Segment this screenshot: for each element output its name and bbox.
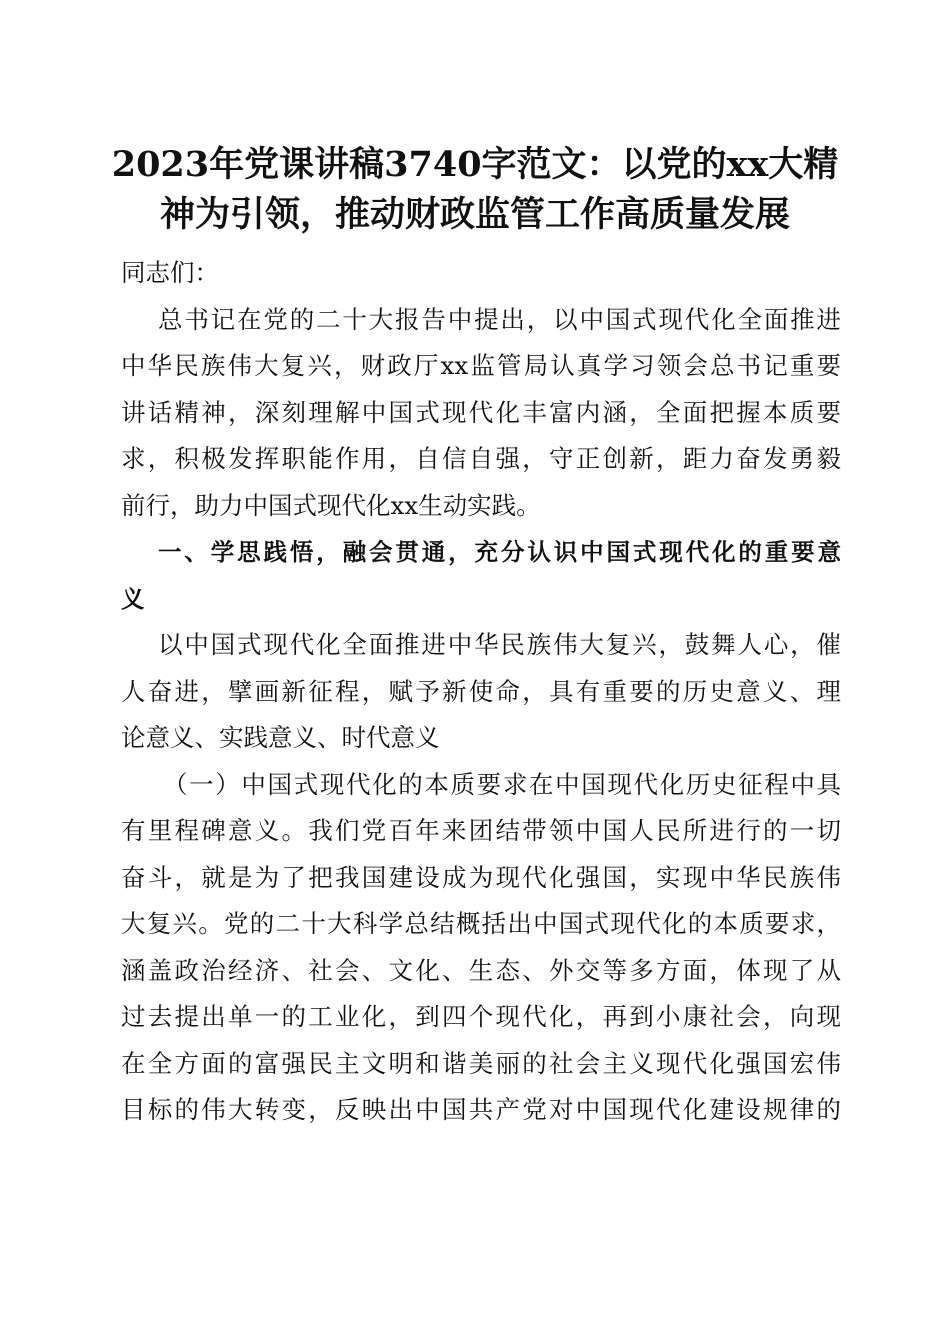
paragraph-line: 大复兴。党的二十大科学总结概括出中国式现代化的本质要求， <box>121 909 841 938</box>
paragraph-line: （一）中国式现代化的本质要求在中国现代化历史征程中具 <box>163 769 841 799</box>
subsection-heading-tail: 有里程碑意义。 <box>121 816 309 845</box>
paragraph-line: 以中国式现代化全面推进中华民族伟大复兴，鼓舞人心，催 <box>158 630 841 659</box>
title-line: 神为引领，推动财政监管工作高质量发展 <box>159 194 790 235</box>
paragraph-line: 在全方面的富强民主文明和谐美丽的社会主义现代化强国宏伟 <box>121 1048 841 1078</box>
paragraph-line: 过去提出单一的工业化，到四个现代化，再到小康社会，向现 <box>121 1002 841 1031</box>
title-line: 2023年党课讲稿3740字范文：以党的xx大精 <box>111 144 839 185</box>
document-title <box>100 140 850 240</box>
heading-line: 一、学思践悟，融会贯通，充分认识中国式现代化的重要意 <box>158 538 841 566</box>
paragraph-line: 总书记在党的二十大报告中提出，以中国式现代化全面推进 <box>158 304 841 334</box>
salutation: 同志们： <box>121 258 219 287</box>
paragraph-line <box>121 808 841 855</box>
paragraph-line: 涵盖政治经济、社会、文化、生态、外交等多方面，体现了从 <box>121 955 841 985</box>
section-heading-1 <box>121 529 841 622</box>
paragraph-line: 目标的伟大转变，反映出中国共产党对中国现代化建设规律的 <box>121 1095 841 1124</box>
intro-paragraph <box>121 297 841 530</box>
paragraph-line: 求，积极发挥职能作用，自信自强，守正创新，距力奋发勇毅 <box>121 444 841 473</box>
subsection-1-paragraph <box>121 762 841 1134</box>
paragraph-line: 人奋进，擘画新征程，赋予新使命，具有重要的历史意义、理 <box>121 676 841 706</box>
paragraph-line: 讲话精神，深刻理解中国式现代化丰富内涵，全面把握本质要 <box>121 397 841 427</box>
section-1-paragraph <box>121 622 841 762</box>
document-body <box>121 250 841 1134</box>
paragraph-line: 前行，助力中国式现代化xx生动实践。 <box>121 490 541 520</box>
paragraph-line: 中华民族伟大复兴，财政厅xx监管局认真学习领会总书记重要 <box>121 351 841 380</box>
paragraph-text: 我们党百年来团结带领中国人民所进行的一切 <box>308 816 841 845</box>
paragraph-line: 论意义、实践意义、时代意义 <box>121 723 440 752</box>
paragraph-line: 奋斗，就是为了把我国建设成为现代化强国，实现中华民族伟 <box>121 862 841 892</box>
heading-line: 义 <box>121 584 145 613</box>
